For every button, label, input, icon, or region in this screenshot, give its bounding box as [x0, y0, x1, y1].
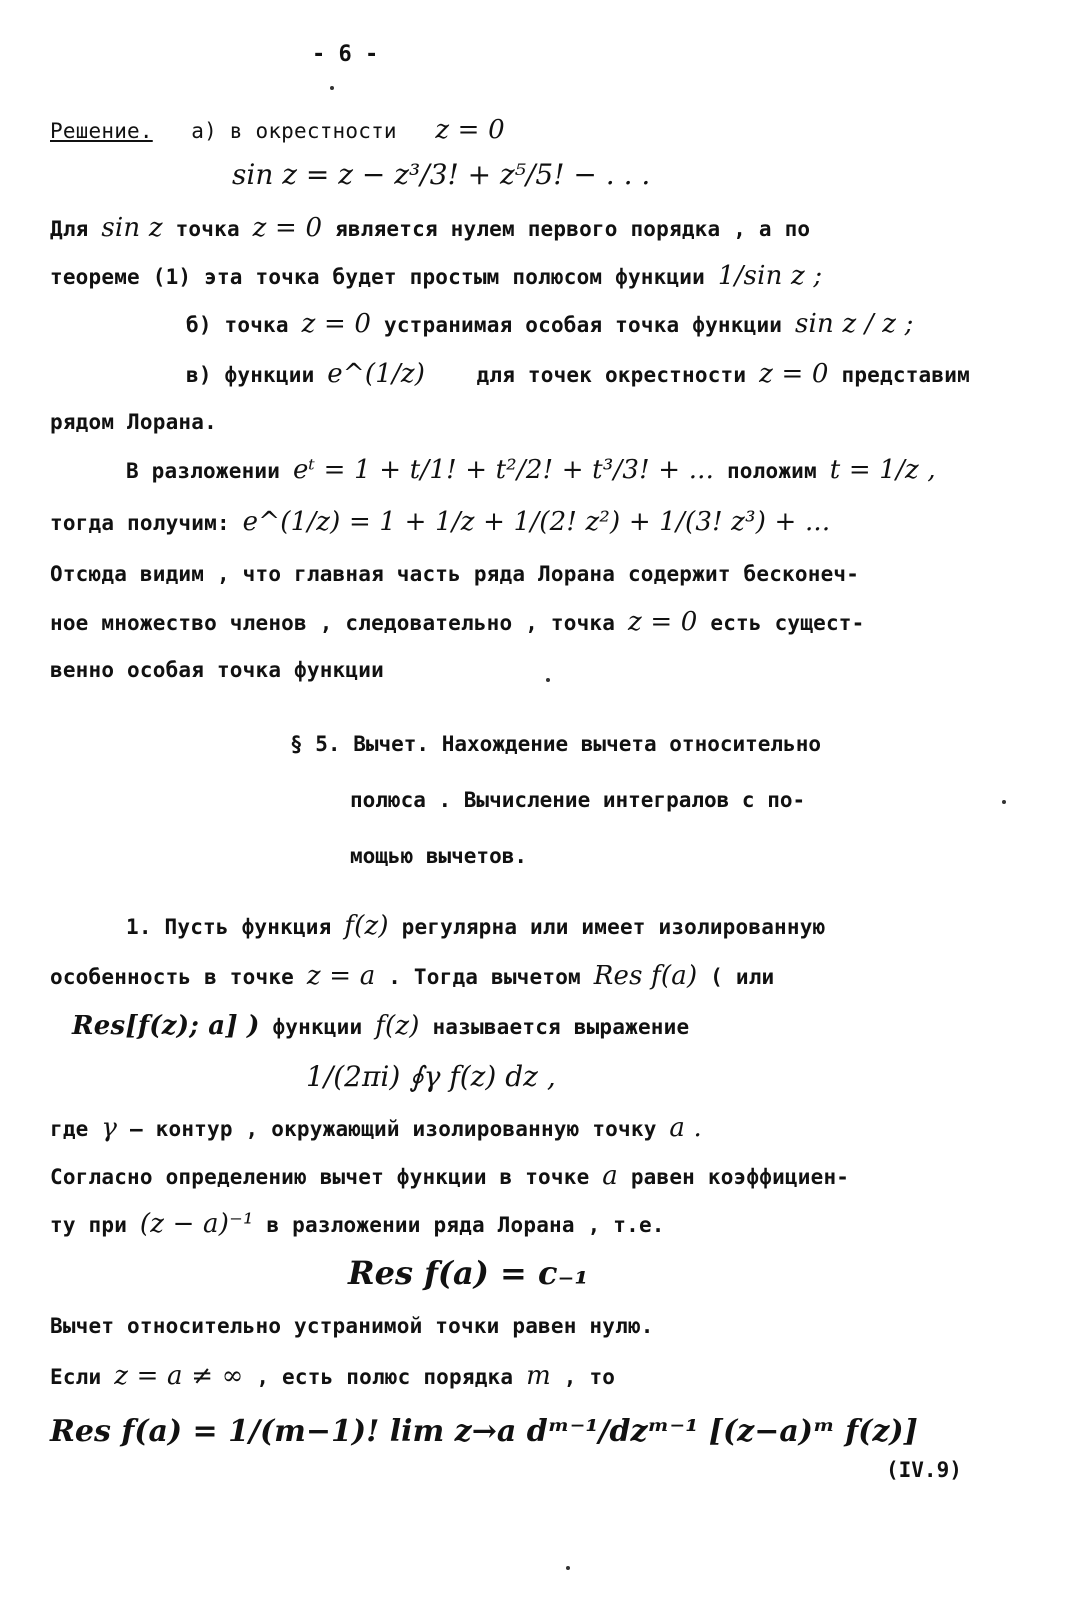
residue-coefficient-formula: Res f(a) = c₋₁ [348, 1254, 589, 1292]
math-sin-z: sin z [101, 213, 163, 243]
text-segment: для точек окрестности [476, 363, 747, 387]
text-segment: , есть полюс порядка [256, 1365, 514, 1389]
definition-line-3 [72, 1012, 1037, 1041]
math-exp-one-over-z: e^(1/z) [327, 359, 426, 389]
text-segment: – контур , окружающий изолированную точку [129, 1117, 657, 1141]
definition-line-2 [50, 962, 1037, 991]
solution-line-2 [50, 262, 1037, 291]
definition-line-7: Вычет относительно устранимой точки равен нулю. [50, 1314, 654, 1338]
math-z-zero: z = 0 [627, 607, 698, 637]
solution-line-7 [50, 508, 1037, 537]
text-segment: ное множество членов , следовательно , точка [50, 611, 616, 635]
solution-line-5: рядом Лорана. [50, 410, 217, 434]
text-segment: представим [841, 363, 970, 387]
math-z-zero: z = 0 [301, 309, 372, 339]
solution-line-10: венно особая точка функции [50, 658, 384, 682]
solution-line-8: Отсюда видим , что главная часть ряда Лорана содержит бесконеч- [50, 562, 860, 586]
section-heading-line: полюса . Вычисление интегралов с по- [350, 788, 806, 812]
text-segment: б) точка [186, 313, 289, 337]
text-segment: равен коэффициен- [630, 1165, 850, 1189]
text-segment: функции [272, 1015, 363, 1039]
integral-formula: 1/(2πi) ∮γ f(z) dz , [306, 1060, 556, 1093]
text-segment: Согласно определению вычет функции в точке [50, 1165, 590, 1189]
text-segment: есть сущест- [710, 611, 865, 635]
math-z-zero: z = 0 [252, 213, 323, 243]
text-segment: В разложении [126, 459, 281, 483]
math-f-z: f(z) [344, 911, 389, 941]
solution-line-6 [126, 456, 1037, 485]
text-segment: теореме (1) эта точка будет простым полюсом функции [50, 265, 705, 289]
text-segment: . Тогда вычетом [388, 965, 581, 989]
solution-line-9 [50, 608, 1037, 637]
page-number: - 6 - [312, 42, 379, 67]
math-sinz-over-z: sin z / z ; [794, 309, 914, 339]
scan-speck [330, 86, 334, 90]
text-segment: в разложении ряда Лорана , т.е. [266, 1213, 665, 1237]
scan-speck [566, 1566, 570, 1570]
text-segment: Если [50, 1365, 102, 1389]
math-pole-condition: z = a ≠ ∞ [114, 1361, 244, 1391]
text-segment: , то [563, 1365, 616, 1389]
scan-speck [546, 678, 550, 682]
math-m: m [526, 1361, 551, 1391]
solution-line-1 [50, 214, 1037, 243]
text-segment: тогда получим: [50, 511, 230, 535]
math-res-alt: Res[f(z); a] ) [72, 1011, 260, 1041]
text-segment: положим [726, 459, 817, 483]
math-a: a [602, 1161, 618, 1191]
section-heading-line: § 5. Вычет. Нахождение вычета относительно [290, 732, 822, 756]
math-z-minus-a-inv: (z − a)⁻¹ [139, 1209, 254, 1239]
math-exp-laurent: e^(1/z) = 1 + 1/z + 1/(2! z²) + 1/(3! z³) + ... [242, 507, 831, 537]
text-segment: ( или [710, 965, 775, 989]
text-segment: является нулем первого порядка , а по [335, 217, 811, 241]
definition-line-5 [50, 1162, 1037, 1191]
definition-line-4 [50, 1114, 1037, 1143]
math-a: a . [669, 1113, 703, 1143]
math-z-zero: z = 0 [759, 359, 829, 389]
math-gamma: γ [101, 1113, 118, 1143]
solution-label: Решение. [50, 119, 153, 143]
text-segment: устранимая особая точка функции [384, 313, 783, 337]
solution-line-c [186, 360, 1037, 389]
definition-line-1 [126, 912, 1037, 941]
text-segment: регулярна или имеет изолированную [401, 915, 826, 939]
text-segment: ту при [50, 1213, 128, 1237]
text-segment: точка [175, 217, 240, 241]
solution-line-b [186, 310, 1037, 339]
math-res: Res f(a) [593, 961, 698, 991]
text-segment: особенность в точке [50, 965, 295, 989]
equation-number: (IV.9) [886, 1458, 962, 1482]
definition-line-6 [50, 1210, 1037, 1239]
section-heading-line: мощью вычетов. [350, 844, 528, 868]
solution-line-a [50, 116, 1037, 145]
definition-line-8 [50, 1362, 1037, 1391]
solution-a-point: z = 0 [435, 115, 505, 145]
text-segment: называется выражение [432, 1015, 690, 1039]
scan-speck [1002, 800, 1006, 804]
text-segment: Для [50, 217, 89, 241]
math-t-sub: t = 1/z , [829, 455, 936, 485]
math-one-over-sin: 1/sin z ; [717, 261, 823, 291]
math-z-a: z = a [306, 961, 376, 991]
section-heading [290, 716, 930, 884]
math-exp-series: eᵗ = 1 + t/1! + t²/2! + t³/3! + ... [292, 455, 715, 485]
solution-a-intro: а) в окрестности [191, 119, 397, 143]
sin-series-formula: sin z = z − z³/3! + z⁵/5! − . . . [232, 158, 651, 191]
text-segment: 1. Пусть функция [126, 915, 332, 939]
text-segment: где [50, 1117, 89, 1141]
residue-pole-formula: Res f(a) = 1/(m−1)! lim z→a dᵐ⁻¹/dzᵐ⁻¹ [(z−a)ᵐ f(z)] [50, 1414, 918, 1449]
text-segment: в) функции [186, 363, 315, 387]
math-f-z: f(z) [375, 1011, 420, 1041]
